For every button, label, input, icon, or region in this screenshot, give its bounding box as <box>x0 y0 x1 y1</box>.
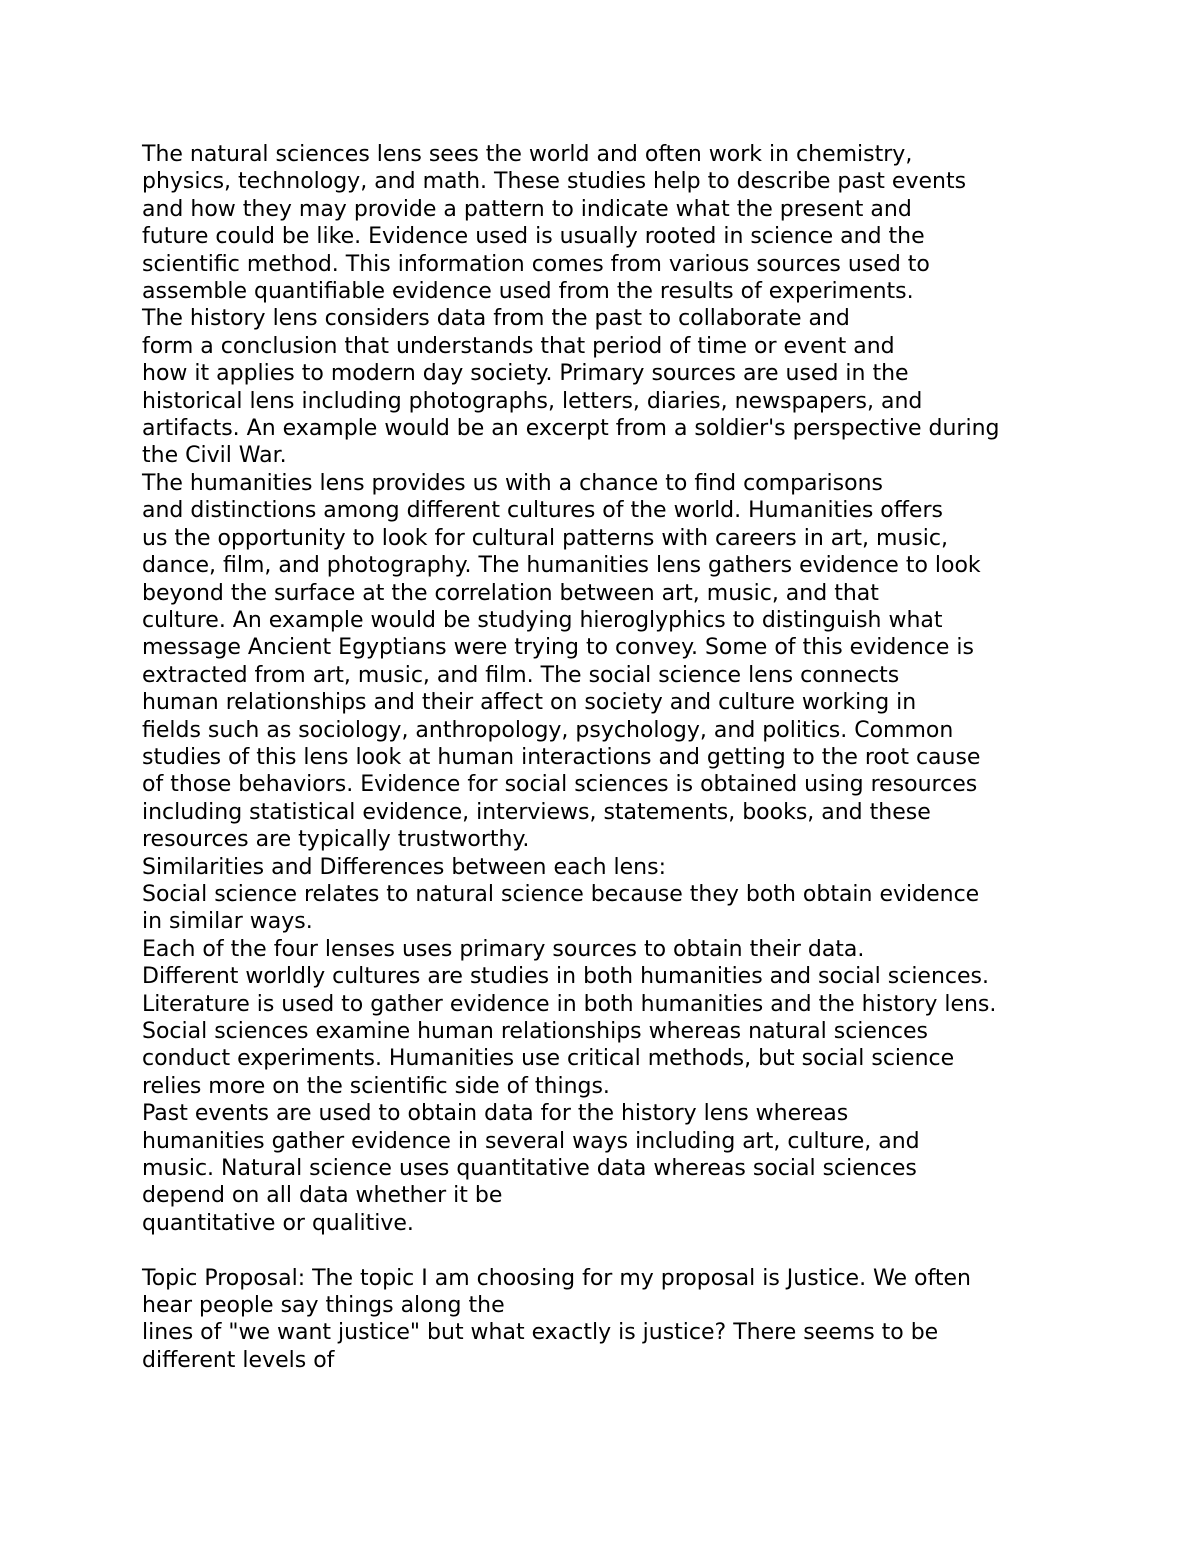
paragraph-humanities-and-social-science-lens: The humanities lens provides us with a chance to find comparisons and distinctions among different cultures of the world. Humanities offers us the opportunity to look for cultural patterns with careers in art, music, dance, film, and photography. The humanities lens gathers evidence to look beyond the surface at the correlation between art, music, and that culture. An example would be studying hieroglyphics to distinguish what message Ancient Egyptians were trying to convey. Some of this evidence is extracted from art, music, and film. The social science lens connects human relationships and their affect on society and culture working in fields such as sociology, anthropology, psychology, and politics. Common studies of this lens look at human interactions and getting to the root cause of those behaviors. Evidence for social sciences is obtained using resources including statistical evidence, interviews, statements, books, and these resources are typically trustworthy. <box>142 470 981 853</box>
paragraph-relationships-vs-experiments: Social sciences examine human relationships whereas natural sciences conduct experiments. Humanities use critical methods, but social science relies more on the scientific side of things. <box>142 1019 955 1099</box>
paragraph-natural-sciences-lens: The natural sciences lens sees the world and often work in chemistry, physics, technology, and math. These studies help to describe past events and how they may provide a pattern to indicate what the present and future could be like. Evidence used is usually rooted in science and the scientific method. This information comes from various sources used to assemble quantifiable evidence used from the results of experiments. <box>142 142 967 305</box>
paragraph-worldly-cultures: Different worldly cultures are studies in both humanities and social sciences. <box>142 964 989 990</box>
blank-line <box>142 1237 1082 1264</box>
paragraph-topic-proposal: Topic Proposal: The topic I am choosing for my proposal is Justice. We often hear people say things along the lines of "we want justice" but what exactly is justice? There seems to be different levels of <box>142 1265 971 1373</box>
paragraph-past-events: Past events are used to obtain data for the history lens whereas humanities gather evidence in several ways including art, culture, and music. Natural science uses quantitative data whereas social sciences depend on all data whether it be quantitative or qualitive. <box>142 1101 920 1236</box>
document-body <box>142 141 1082 1374</box>
section-heading-similarities-differences: Similarities and Differences between each lens: <box>142 854 666 880</box>
paragraph-literature: Literature is used to gather evidence in both humanities and the history lens. <box>142 991 997 1017</box>
paragraph-history-lens: The history lens considers data from the past to collaborate and form a conclusion that understands that period of time or event and how it applies to modern day society. Primary sources are used in the historical lens including photographs, letters, diaries, newspapers, and artifacts. An example would be an excerpt from a soldier's perspective during the Civil War. <box>142 306 1000 469</box>
paragraph-social-vs-natural-science: Social science relates to natural science because they both obtain evidence in similar ways. <box>142 881 980 935</box>
paragraph-primary-sources: Each of the four lenses uses primary sources to obtain their data. <box>142 936 865 962</box>
